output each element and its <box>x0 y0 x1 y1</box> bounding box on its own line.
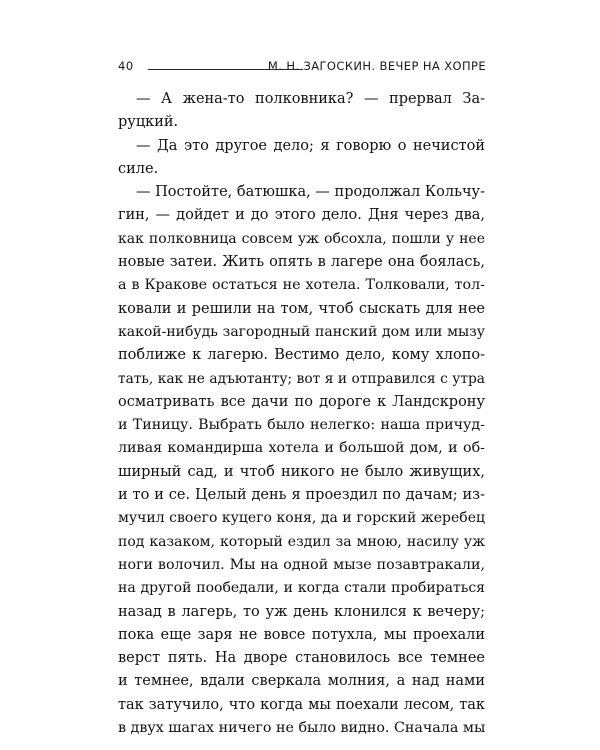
running-title: М. Н. ЗАГОСКИН. ВЕЧЕР НА ХОПРЕ <box>267 59 486 73</box>
text-line: поближе к лагерю. Вестимо дело, кому хлопо- <box>118 347 485 364</box>
text-line: так затучило, что когда мы поехали лесом, так <box>118 696 485 713</box>
text-line: — Постойте, батюшка, — продолжал Кольчу- <box>136 184 485 201</box>
text-line: назад в лагерь, то уж день клонился к вечеру; <box>118 603 485 620</box>
text-line: как полковница совсем уж обсохла, пошли у нее <box>118 230 485 247</box>
text-line: осматривать все дачи по дороге к Ландскрону <box>118 393 485 410</box>
text-line: ковали и решили на том, чтоб сыскать для нее <box>118 300 485 317</box>
text-line: — А жена-то полковника? — прервал За- <box>136 91 485 107</box>
text-line: новые затеи. Жить опять в лагере она боялась, <box>118 254 485 271</box>
text-line: и то и се. Целый день я проездил по дачам; из- <box>118 487 485 504</box>
text-line: руцкий. <box>118 114 179 131</box>
text-line: силе. <box>118 160 159 177</box>
page-number: 40 <box>118 59 134 73</box>
running-head <box>118 58 486 74</box>
text-line: в двух шагах ничего не было видно. Сначала мы <box>118 720 486 737</box>
text-line: ширный сад, и чтоб никого не было живущих, <box>118 463 485 480</box>
text-line: пока еще заря не вовсе потухла, мы проехали <box>118 626 485 643</box>
text-line: какой-нибудь загородный панский дом или мызу <box>118 323 485 340</box>
text-line: на другой пообедали, и когда стали пробираться <box>118 580 485 597</box>
body-text <box>118 88 485 740</box>
text-line: и Тиницу. Выбрать было нелегко: наша причуд- <box>118 417 485 434</box>
text-line: гин, — дойдет и до этого дело. Дня через два, <box>118 207 485 224</box>
text-line: верст пять. На дворе становилось все темнее <box>118 650 485 667</box>
text-line: мучил своего куцего коня, да и горский жеребец <box>118 510 485 527</box>
text-line: тать, как не адъютанту; вот я и отправился с утра <box>118 370 485 387</box>
text-line: — Да это другое дело; я говорю о нечистой <box>136 137 485 154</box>
text-line: ливая командирша хотела и большой дом, и об- <box>118 440 485 457</box>
text-line: под казаком, который ездил за мною, насилу уж <box>118 533 485 550</box>
text-line: ноги волочил. Мы на одной мызе позавтракали, <box>118 556 485 573</box>
text-line: а в Кракове остаться не хотела. Толковали, тол- <box>118 277 485 294</box>
text-line: и темнее, вдали сверкала молния, а над нами <box>118 673 485 690</box>
